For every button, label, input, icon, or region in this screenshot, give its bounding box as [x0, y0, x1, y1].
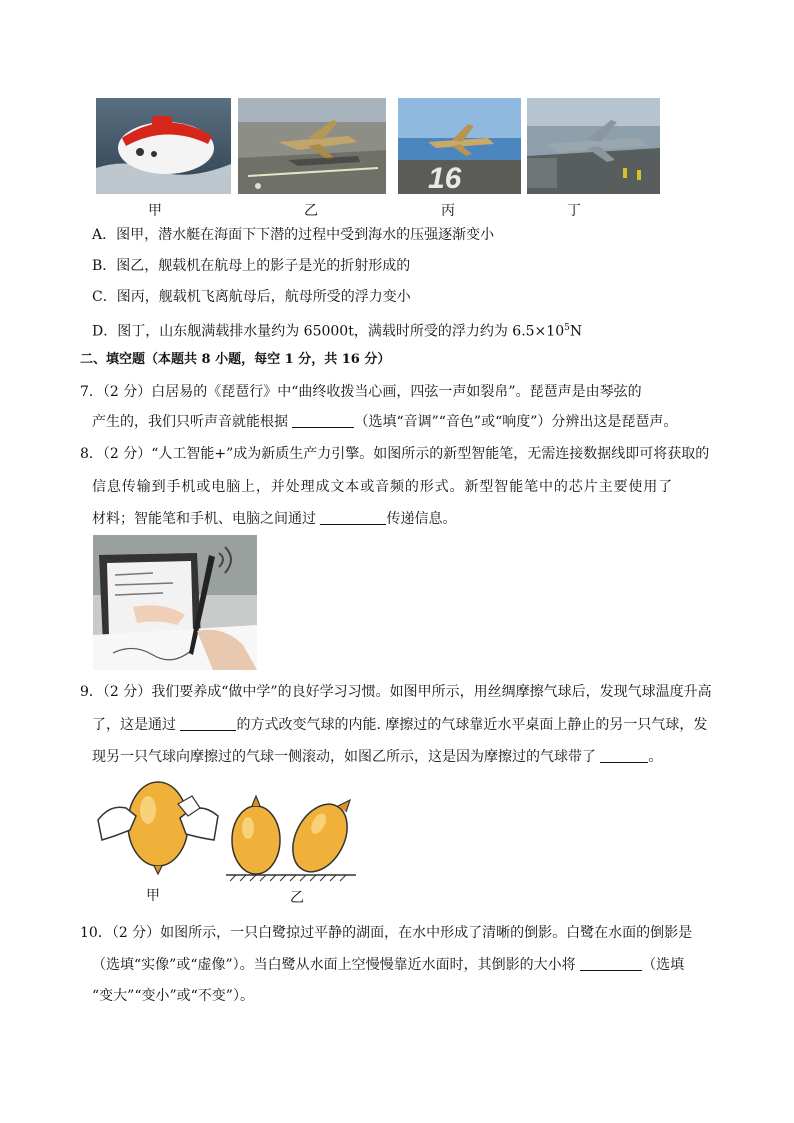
q8-answer-blank[interactable]: [320, 510, 386, 525]
q9-text-after-blank2: 。: [648, 749, 663, 765]
option-a: A．图甲，潜水艇在海面下下潜的过程中受到海水的压强逐渐变小: [92, 227, 495, 243]
q9-answer-blank2[interactable]: [600, 748, 648, 763]
q9-text-after-blank1: 的方式改变气球的内能. 摩擦过的气球靠近水平桌面上静止的另一只气球，发: [236, 717, 708, 733]
q10-text-before-blank: （选填“实像”或“虚像”）。当白鹭从水面上空慢慢靠近水面时，其倒影的大小将: [92, 957, 581, 973]
q9-line3: [92, 748, 662, 766]
q8-line3: [92, 510, 456, 528]
q8-line1: 8．（2 分）“人工智能+”成为新质生产力引擎。如图所示的新型智能笔，无需连接数据线即可将获取的: [80, 446, 710, 462]
section-heading: 二、填空题（本题共 8 小题，每空 1 分，共 16 分）: [80, 352, 391, 367]
smart-pen-photo: [93, 535, 257, 670]
balloon-rubbing-figure: [96, 780, 220, 884]
q9-text-before-blank1: 了，这是通过: [92, 717, 181, 733]
carrier-jet-shadow-photo: [238, 98, 386, 194]
q9-line1: 9．（2 分）我们要养成“做中学”的良好学习习惯。如图甲所示，用丝绸摩擦气球后，发现气球温度升高: [80, 684, 712, 700]
q7-answer-blank[interactable]: [292, 413, 354, 428]
option-d: [92, 319, 582, 341]
option-d-text: D．图丁，山东舰满载排水量约为 65000t，满载时所受的浮力约为 6.5×10: [92, 323, 565, 340]
q7-line1: 7．（2 分）白居易的《琵琶行》中“曲终收拨当心画，四弦一声如裂帛”。琵琶声是由琴弦的: [80, 384, 642, 400]
q10-text-after-blank: （选填: [642, 957, 685, 973]
deck-number-text: 16: [428, 162, 462, 194]
q7-line2: [92, 413, 677, 431]
q8-line2: 信息传输到手机或电脑上，并处理成文本或音频的形式。新型智能笔中的芯片主要使用了: [92, 479, 674, 495]
jet-takeoff-photo: [398, 98, 521, 194]
option-d-exponent: 5: [564, 323, 570, 333]
option-c: C．图丙，舰载机飞离航母后，航母所受的浮力变小: [92, 289, 411, 305]
caption-ding: 丁: [567, 203, 581, 219]
submarine-photo: [96, 98, 231, 194]
q10-line3: “变大”“变小”或“不变”）。: [92, 988, 254, 1004]
caption-bing: 丙: [441, 203, 455, 219]
shandong-carrier-photo: [527, 98, 660, 194]
caption-q9-jia: 甲: [146, 888, 160, 904]
q10-line1: 10．（2 分）如图所示，一只白鹭掠过平静的湖面，在水中形成了清晰的倒影。白鹭在水面的倒影是: [80, 925, 693, 941]
caption-jia: 甲: [148, 203, 162, 219]
q10-answer-blank[interactable]: [580, 956, 642, 971]
q9-answer-blank1[interactable]: [180, 716, 236, 731]
caption-q9-yi: 乙: [290, 890, 304, 906]
q7-text-after-blank: （选填“音调”“音色”或“响度”）分辨出这是琵琶声。: [354, 414, 678, 430]
option-b: B．图乙，舰载机在航母上的影子是光的折射形成的: [92, 258, 411, 274]
q8-text-after-blank: 传递信息。: [386, 511, 457, 527]
caption-yi: 乙: [304, 203, 318, 219]
q8-text-before-blank: 材料；智能笔和手机、电脑之间通过: [92, 511, 321, 527]
q10-line2: [92, 956, 684, 974]
option-d-unit: N: [569, 323, 583, 340]
q7-text-before-blank: 产生的，我们只听声音就能根据: [92, 414, 293, 430]
q9-text-before-blank2: 现另一只气球向摩擦过的气球一侧滚动，如图乙所示，这是因为摩擦过的气球带了: [92, 749, 601, 765]
q9-line2: [92, 716, 707, 734]
balloons-on-table-figure: [226, 782, 356, 884]
